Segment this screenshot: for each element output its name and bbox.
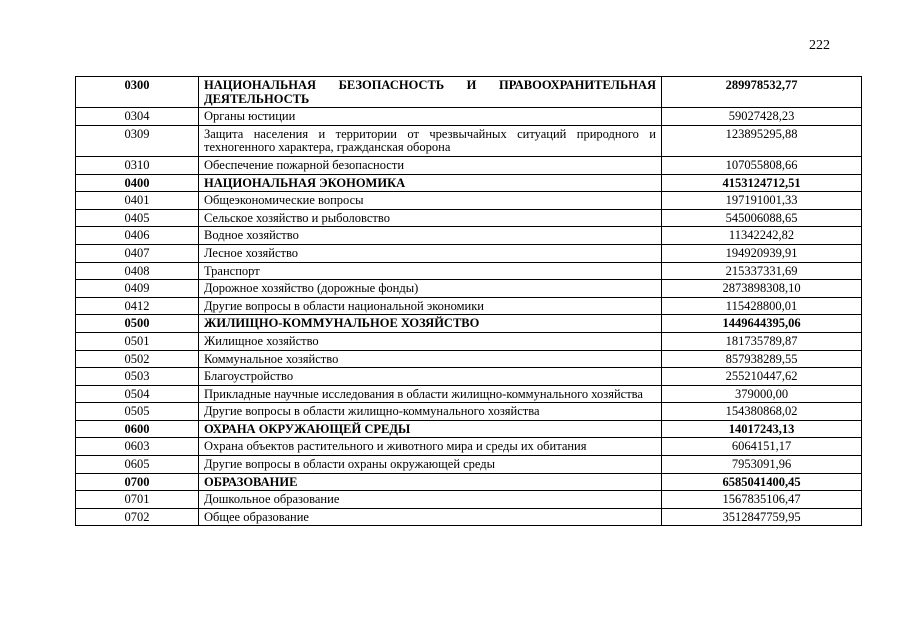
table-row xyxy=(76,280,862,298)
name-cell: Органы юстиции xyxy=(199,108,662,126)
name-cell: Дорожное хозяйство (дорожные фонды) xyxy=(199,280,662,298)
code-cell: 0500 xyxy=(76,315,199,333)
code-cell: 0309 xyxy=(76,125,199,156)
name-cell: Лесное хозяйство xyxy=(199,244,662,262)
amount-cell: 289978532,77 xyxy=(662,77,862,108)
section-row xyxy=(76,420,862,438)
name-cell: НАЦИОНАЛЬНАЯ ЭКОНОМИКА xyxy=(199,174,662,192)
table-row xyxy=(76,368,862,386)
table-row xyxy=(76,403,862,421)
name-cell: Коммунальное хозяйство xyxy=(199,350,662,368)
code-cell: 0412 xyxy=(76,297,199,315)
amount-cell: 215337331,69 xyxy=(662,262,862,280)
amount-cell: 6585041400,45 xyxy=(662,473,862,491)
amount-cell: 7953091,96 xyxy=(662,456,862,474)
amount-cell: 545006088,65 xyxy=(662,209,862,227)
code-cell: 0605 xyxy=(76,456,199,474)
budget-table-body xyxy=(76,77,862,526)
code-cell: 0700 xyxy=(76,473,199,491)
amount-cell: 11342242,82 xyxy=(662,227,862,245)
section-row xyxy=(76,174,862,192)
table-row xyxy=(76,227,862,245)
name-cell: Другие вопросы в области жилищно-коммунального хозяйства xyxy=(199,403,662,421)
name-cell: Прикладные научные исследования в области жилищно-коммунального хозяйства xyxy=(199,385,662,403)
table-row xyxy=(76,385,862,403)
amount-cell: 107055808,66 xyxy=(662,156,862,174)
name-cell: Охрана объектов растительного и животного мира и среды их обитания xyxy=(199,438,662,456)
code-cell: 0504 xyxy=(76,385,199,403)
code-cell: 0600 xyxy=(76,420,199,438)
code-cell: 0304 xyxy=(76,108,199,126)
name-cell: Сельское хозяйство и рыболовство xyxy=(199,209,662,227)
table-row xyxy=(76,262,862,280)
name-cell: НАЦИОНАЛЬНАЯ БЕЗОПАСНОСТЬ И ПРАВООХРАНИТЕЛЬНАЯ ДЕЯТЕЛЬНОСТЬ xyxy=(199,77,662,108)
table-row xyxy=(76,297,862,315)
amount-cell: 1449644395,06 xyxy=(662,315,862,333)
code-cell: 0505 xyxy=(76,403,199,421)
table-row xyxy=(76,108,862,126)
name-cell: Другие вопросы в области национальной экономики xyxy=(199,297,662,315)
name-cell: ОХРАНА ОКРУЖАЮЩЕЙ СРЕДЫ xyxy=(199,420,662,438)
amount-cell: 194920939,91 xyxy=(662,244,862,262)
amount-cell: 59027428,23 xyxy=(662,108,862,126)
table-row xyxy=(76,508,862,526)
amount-cell: 1567835106,47 xyxy=(662,491,862,509)
name-cell: Дошкольное образование xyxy=(199,491,662,509)
name-cell: Транспорт xyxy=(199,262,662,280)
amount-cell: 4153124712,51 xyxy=(662,174,862,192)
code-cell: 0503 xyxy=(76,368,199,386)
table-row xyxy=(76,438,862,456)
code-cell: 0408 xyxy=(76,262,199,280)
name-cell: Жилищное хозяйство xyxy=(199,332,662,350)
table-row xyxy=(76,350,862,368)
code-cell: 0300 xyxy=(76,77,199,108)
code-cell: 0702 xyxy=(76,508,199,526)
section-row xyxy=(76,315,862,333)
amount-cell: 3512847759,95 xyxy=(662,508,862,526)
code-cell: 0405 xyxy=(76,209,199,227)
name-cell: Общее образование xyxy=(199,508,662,526)
name-cell: ЖИЛИЩНО-КОММУНАЛЬНОЕ ХОЗЯЙСТВО xyxy=(199,315,662,333)
name-cell: Обеспечение пожарной безопасности xyxy=(199,156,662,174)
amount-cell: 379000,00 xyxy=(662,385,862,403)
page-number: 222 xyxy=(809,38,830,53)
amount-cell: 115428800,01 xyxy=(662,297,862,315)
code-cell: 0401 xyxy=(76,192,199,210)
budget-table xyxy=(75,76,862,526)
table-row xyxy=(76,491,862,509)
code-cell: 0310 xyxy=(76,156,199,174)
name-cell: Благоустройство xyxy=(199,368,662,386)
amount-cell: 197191001,33 xyxy=(662,192,862,210)
code-cell: 0407 xyxy=(76,244,199,262)
section-row xyxy=(76,77,862,108)
name-cell: Общеэкономические вопросы xyxy=(199,192,662,210)
table-row xyxy=(76,192,862,210)
code-cell: 0406 xyxy=(76,227,199,245)
amount-cell: 14017243,13 xyxy=(662,420,862,438)
amount-cell: 2873898308,10 xyxy=(662,280,862,298)
name-cell: Водное хозяйство xyxy=(199,227,662,245)
name-cell: ОБРАЗОВАНИЕ xyxy=(199,473,662,491)
code-cell: 0701 xyxy=(76,491,199,509)
code-cell: 0409 xyxy=(76,280,199,298)
name-cell: Другие вопросы в области охраны окружающей среды xyxy=(199,456,662,474)
table-row xyxy=(76,244,862,262)
table-row xyxy=(76,332,862,350)
code-cell: 0603 xyxy=(76,438,199,456)
table-row xyxy=(76,209,862,227)
section-row xyxy=(76,473,862,491)
amount-cell: 6064151,17 xyxy=(662,438,862,456)
table-row xyxy=(76,125,862,156)
table-row xyxy=(76,456,862,474)
name-cell: Защита населения и территории от чрезвычайных ситуаций природного и техногенного характера, гражданская оборона xyxy=(199,125,662,156)
amount-cell: 181735789,87 xyxy=(662,332,862,350)
table-row xyxy=(76,156,862,174)
code-cell: 0501 xyxy=(76,332,199,350)
amount-cell: 857938289,55 xyxy=(662,350,862,368)
code-cell: 0400 xyxy=(76,174,199,192)
amount-cell: 255210447,62 xyxy=(662,368,862,386)
code-cell: 0502 xyxy=(76,350,199,368)
amount-cell: 154380868,02 xyxy=(662,403,862,421)
amount-cell: 123895295,88 xyxy=(662,125,862,156)
